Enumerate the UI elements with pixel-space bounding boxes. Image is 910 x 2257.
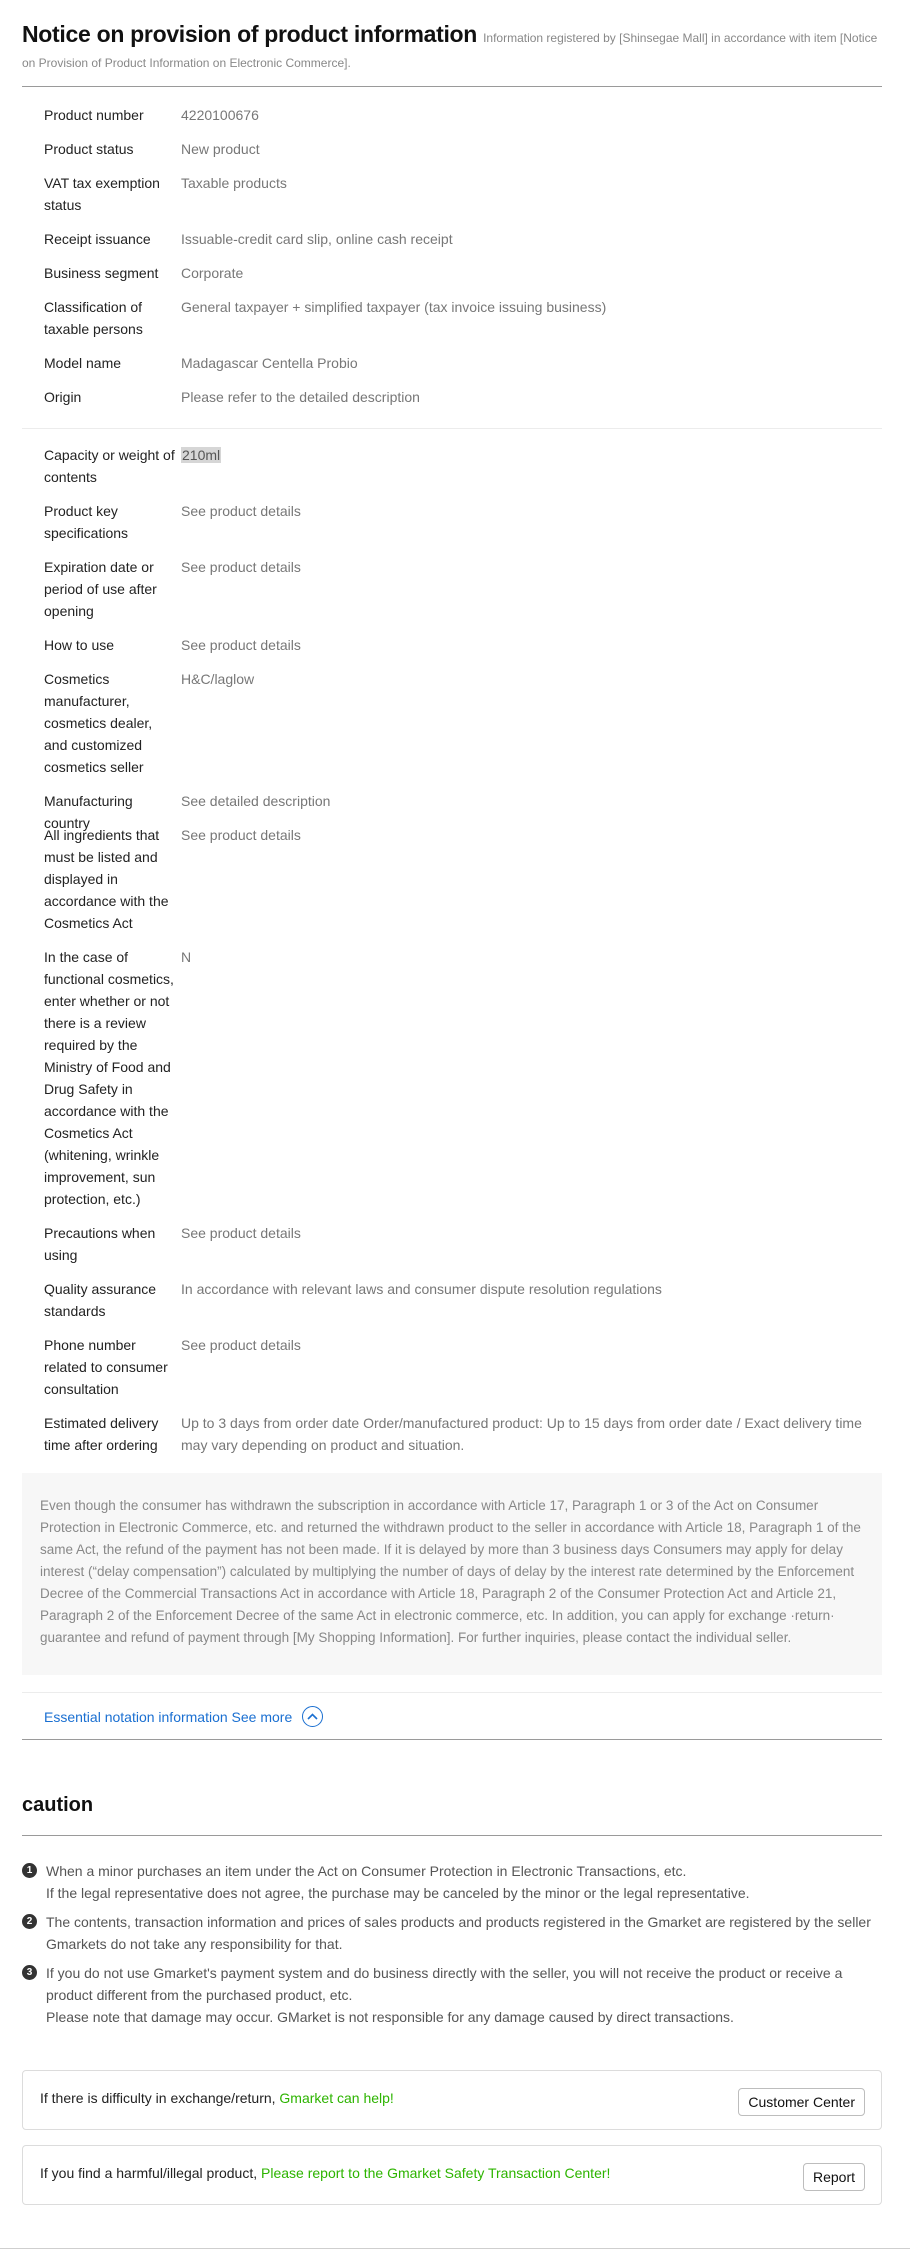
- info-value: See product details: [181, 559, 301, 575]
- info-label: Manufacturing country: [44, 793, 133, 831]
- info-label: Precautions when using: [44, 1225, 156, 1263]
- info-value: See product details: [181, 1225, 301, 1241]
- info-value: N: [181, 949, 192, 965]
- report-label: If you find a harmful/illegal product,: [40, 2165, 262, 2181]
- info-value: Taxable products: [181, 175, 287, 191]
- caution-line: product different from the purchased product, etc.: [46, 1987, 353, 2003]
- chevron-up-icon: [302, 1706, 323, 1727]
- report-highlight: Please report to the Gmarket Safety Transaction Center!: [261, 2165, 611, 2181]
- info-label: Origin: [44, 389, 82, 405]
- info-label: Quality assurance standards: [44, 1281, 157, 1319]
- caution-line: Please note that damage may occur. GMarket is not responsible for any damage caused by direct transactions.: [46, 2009, 734, 2025]
- info-label: Model name: [44, 355, 122, 371]
- info-value: [181, 444, 881, 466]
- info-label: All ingredients that must be listed and displayed in accordance with the Cosmetics Act: [44, 827, 169, 931]
- info-value: H&C/laglow: [181, 671, 255, 687]
- info-label: Capacity or weight of contents: [44, 447, 175, 485]
- section-divider: [22, 428, 882, 429]
- caution-line: Gmarkets do not take any responsibility for that.: [46, 1936, 343, 1952]
- header-divider: [22, 86, 882, 87]
- info-label: How to use: [44, 637, 115, 653]
- report-box: [22, 2145, 882, 2205]
- caution-line: If you do not use Gmarket's payment system and do business directly with the seller, you will not receive the product or receive a: [46, 1965, 843, 1981]
- info-value: See product details: [181, 827, 301, 843]
- info-label: VAT tax exemption status: [44, 175, 160, 213]
- caution-line: If the legal representative does not agree, the purchase may be canceled by the minor or the legal representative.: [46, 1885, 750, 1901]
- info-label: In the case of functional cosmetics, enter whether or not there is a review required by the Ministry of Food and Drug Safety in accordance with the Cosmetics Act (whitening, wrinkle improvement, sun protection, etc.): [44, 949, 174, 1207]
- info-label: Cosmetics manufacturer, cosmetics dealer, and customized cosmetics seller: [44, 671, 153, 775]
- caution-divider: [22, 1835, 882, 1836]
- number-badge-icon: 1: [22, 1863, 37, 1878]
- exchange-help-text: [40, 2090, 394, 2106]
- bottom-divider: [0, 2248, 910, 2249]
- page-description: Information registered by [Shinsegae Mall] in accordance with item [Notice on Provision of Product Information on Electronic Commerce].: [22, 31, 878, 70]
- number-badge-icon: 3: [22, 1965, 37, 1980]
- page-title: Notice on provision of product information: [22, 21, 478, 47]
- info-value: Please refer to the detailed description: [181, 389, 420, 405]
- notice-header: [22, 22, 882, 75]
- refund-notice-text: Even though the consumer has withdrawn the subscription in accordance with Article 17, Paragraph 1 or 3 of the Act on Consumer Protection in Electronic Commerce, etc. and returned the withdrawn product to the seller in accordance with Article 18, Paragraph 1 of the same Act, the refund of the payment has not been made. If it is delayed by more than 3 business days Consumers may apply for delay interest (“delay compensation”) calculated by multiplying the number of days of delay by the interest rate determined by the Enforcement Decree of the Commercial Transactions Act in accordance with Article 18, Paragraph 2 of the Consumer Protection Act and Article 21, Paragraph 2 of the Enforcement Decree of the same Act in electronic commerce, etc. In addition, you can apply for exchange ·return· guarantee and refund of payment through [My Shopping Information]. For further inquiries, please contact the individual seller.: [40, 1498, 861, 1645]
- info-value: Issuable-credit card slip, online cash receipt: [181, 231, 453, 247]
- exchange-help-label: If there is difficulty in exchange/return,: [40, 2090, 280, 2106]
- caution-line: When a minor purchases an item under the Act on Consumer Protection in Electronic Transactions, etc.: [46, 1863, 687, 1879]
- caution-item: [22, 1860, 882, 1904]
- info-value: See detailed description: [181, 793, 331, 809]
- caution-item: [22, 1962, 882, 2028]
- info-value: New product: [181, 141, 260, 157]
- customer-center-button[interactable]: Customer Center: [738, 2088, 865, 2116]
- number-badge-icon: 2: [22, 1914, 37, 1929]
- info-value: See product details: [181, 503, 301, 519]
- highlighted-value: 210ml: [182, 447, 221, 463]
- section-divider: [22, 1692, 882, 1693]
- info-label: Phone number related to consumer consultation: [44, 1337, 168, 1397]
- report-button[interactable]: Report: [803, 2163, 865, 2191]
- caution-line: The contents, transaction information and prices of sales products and products registered in the Gmarket are registered by the seller: [46, 1914, 871, 1930]
- info-value: Up to 3 days from order date Order/manufactured product: Up to 15 days from order date / Exact delivery time may vary depending on product and situation.: [181, 1415, 862, 1453]
- info-label: Expiration date or period of use after opening: [44, 559, 157, 619]
- info-value: See product details: [181, 1337, 301, 1353]
- refund-notice-box: [22, 1473, 882, 1675]
- info-value: See product details: [181, 637, 301, 653]
- info-value: Corporate: [181, 265, 244, 281]
- exchange-help-highlight: Gmarket can help!: [279, 2090, 394, 2106]
- report-text: [40, 2165, 610, 2181]
- divider: [22, 1739, 882, 1740]
- info-value: 4220100676: [181, 107, 259, 123]
- caution-title: caution: [22, 1794, 94, 1816]
- info-value: In accordance with relevant laws and consumer dispute resolution regulations: [181, 1281, 662, 1297]
- info-label: Product number: [44, 107, 144, 123]
- see-more-label: Essential notation information See more: [44, 1708, 293, 1725]
- see-more-link[interactable]: [44, 1706, 323, 1727]
- info-label: Product status: [44, 141, 134, 157]
- caution-item: [22, 1911, 882, 1955]
- info-label: Product key specifications: [44, 503, 129, 541]
- info-label: Business segment: [44, 265, 159, 281]
- info-value: Madagascar Centella Probio: [181, 355, 358, 371]
- info-label: Receipt issuance: [44, 231, 151, 247]
- info-label: Estimated delivery time after ordering: [44, 1415, 159, 1453]
- info-label: Classification of taxable persons: [44, 299, 143, 337]
- info-value: General taxpayer + simplified taxpayer (tax invoice issuing business): [181, 299, 607, 315]
- exchange-help-box: [22, 2070, 882, 2130]
